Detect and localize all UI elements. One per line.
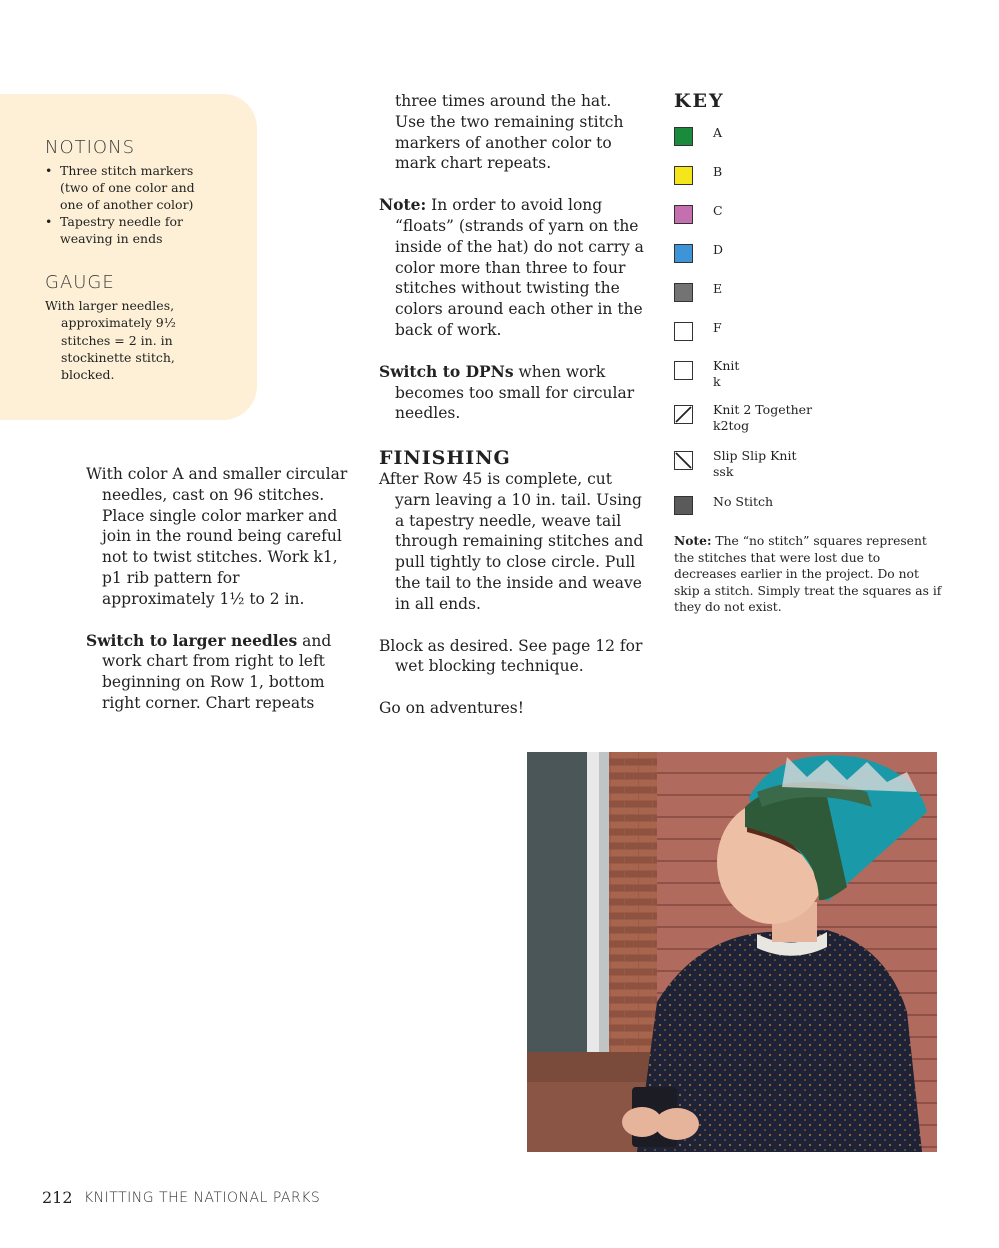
gauge-heading: GAUGE: [45, 272, 115, 293]
instructions-column-2: [379, 91, 645, 719]
floats-note-text: In order to avoid long “floats” (strands of yarn on the inside of the hat) do not carry a color more than three to four stitches without twisting the colors around each other in the back of work.: [395, 196, 644, 339]
knit-symbol: [674, 361, 693, 380]
swatch-b: [674, 166, 693, 185]
notions-item: • Tapestry needle for weaving in ends: [45, 213, 215, 247]
key-note-text: The “no stitch” squares represent the stitches that were lost due to decreases earlier in the project. Do not skip a stitch. Simply treat the squares as if they do not exist.: [674, 534, 942, 614]
cast-on-paragraph: With color A and smaller circular needles, cast on 96 stitches. Place single color marker and join in the round being careful not to twist stitches. Work k1, p1 rib pattern for approximately 1½ to 2 in.: [86, 465, 348, 608]
k2tog-label: Knit 2 Together: [713, 402, 813, 417]
ssk-abbrev: ssk: [713, 464, 734, 479]
key-label-knit: [713, 358, 739, 390]
ssk-symbol-icon: [674, 451, 693, 470]
note-bold: Note:: [379, 195, 427, 215]
page-number: 212: [42, 1188, 73, 1207]
running-book-title: KNITTING THE NATIONAL PARKS: [84, 1190, 321, 1206]
key-label-c: C: [713, 203, 723, 218]
larger-needles-text: and work chart from right to left beginning on Row 1, bottom right corner. Chart repeats: [102, 631, 332, 712]
swatch-c: [674, 205, 693, 224]
key-note-bold: Note:: [674, 533, 712, 548]
person-wearing-hat-photo: [527, 752, 937, 1152]
key-label-d: D: [713, 242, 724, 257]
key-label-no-stitch: No Stitch: [713, 494, 774, 509]
finishing-heading: FINISHING: [379, 447, 511, 470]
swatch-d: [674, 244, 693, 263]
larger-needles-paragraph: [86, 631, 348, 714]
dpns-bold: Switch to DPNs: [379, 361, 514, 381]
adventures-paragraph: Go on adventures!: [379, 699, 524, 718]
swatch-f: [674, 322, 693, 341]
gauge-text: With larger needles, approximately 9½ stitches = 2 in. in stockinette stitch, blocked.: [45, 298, 176, 383]
instructions-column-1: [86, 464, 348, 714]
k2tog-abbrev: k2tog: [713, 418, 750, 433]
k2tog-symbol-icon: [674, 405, 693, 424]
key-label-e: E: [713, 281, 723, 296]
dpns-text: when work becomes too small for circular needles.: [395, 362, 635, 423]
key-label-f: F: [713, 320, 722, 335]
no-stitch-symbol: [674, 496, 693, 515]
floats-note-paragraph: [379, 195, 645, 341]
notions-list: [45, 162, 215, 247]
ssk-label: Slip Slip Knit: [713, 448, 797, 463]
blocking-paragraph: Block as desired. See page 12 for wet blocking technique.: [379, 636, 643, 676]
swatch-e: [674, 283, 693, 302]
notions-heading: NOTIONS: [45, 137, 135, 158]
no-stitch-note: [674, 533, 942, 616]
key-heading: KEY: [674, 90, 725, 112]
finishing-paragraph: After Row 45 is complete, cut yarn leaving a 10 in. tail. Using a tapestry needle, weave tail through remaining stitches and pull tightly to close circle. Pull the tail to the inside and weave in all ends.: [379, 469, 644, 613]
knit-abbrev: k: [713, 374, 721, 389]
knit-label: Knit: [713, 358, 740, 373]
notions-item: • Three stitch markers (two of one color and one of another color): [45, 162, 215, 213]
chart-repeats-paragraph: three times around the hat. Use the two remaining stitch markers of another color to mark chart repeats.: [395, 92, 624, 173]
key-label-ssk: [713, 448, 796, 480]
swatch-a: [674, 127, 693, 146]
key-label-b: B: [713, 164, 723, 179]
key-label-a: A: [713, 125, 723, 140]
key-label-k2tog: [713, 402, 812, 434]
dpns-paragraph: [379, 362, 645, 424]
larger-needles-bold: Switch to larger needles: [86, 630, 298, 650]
